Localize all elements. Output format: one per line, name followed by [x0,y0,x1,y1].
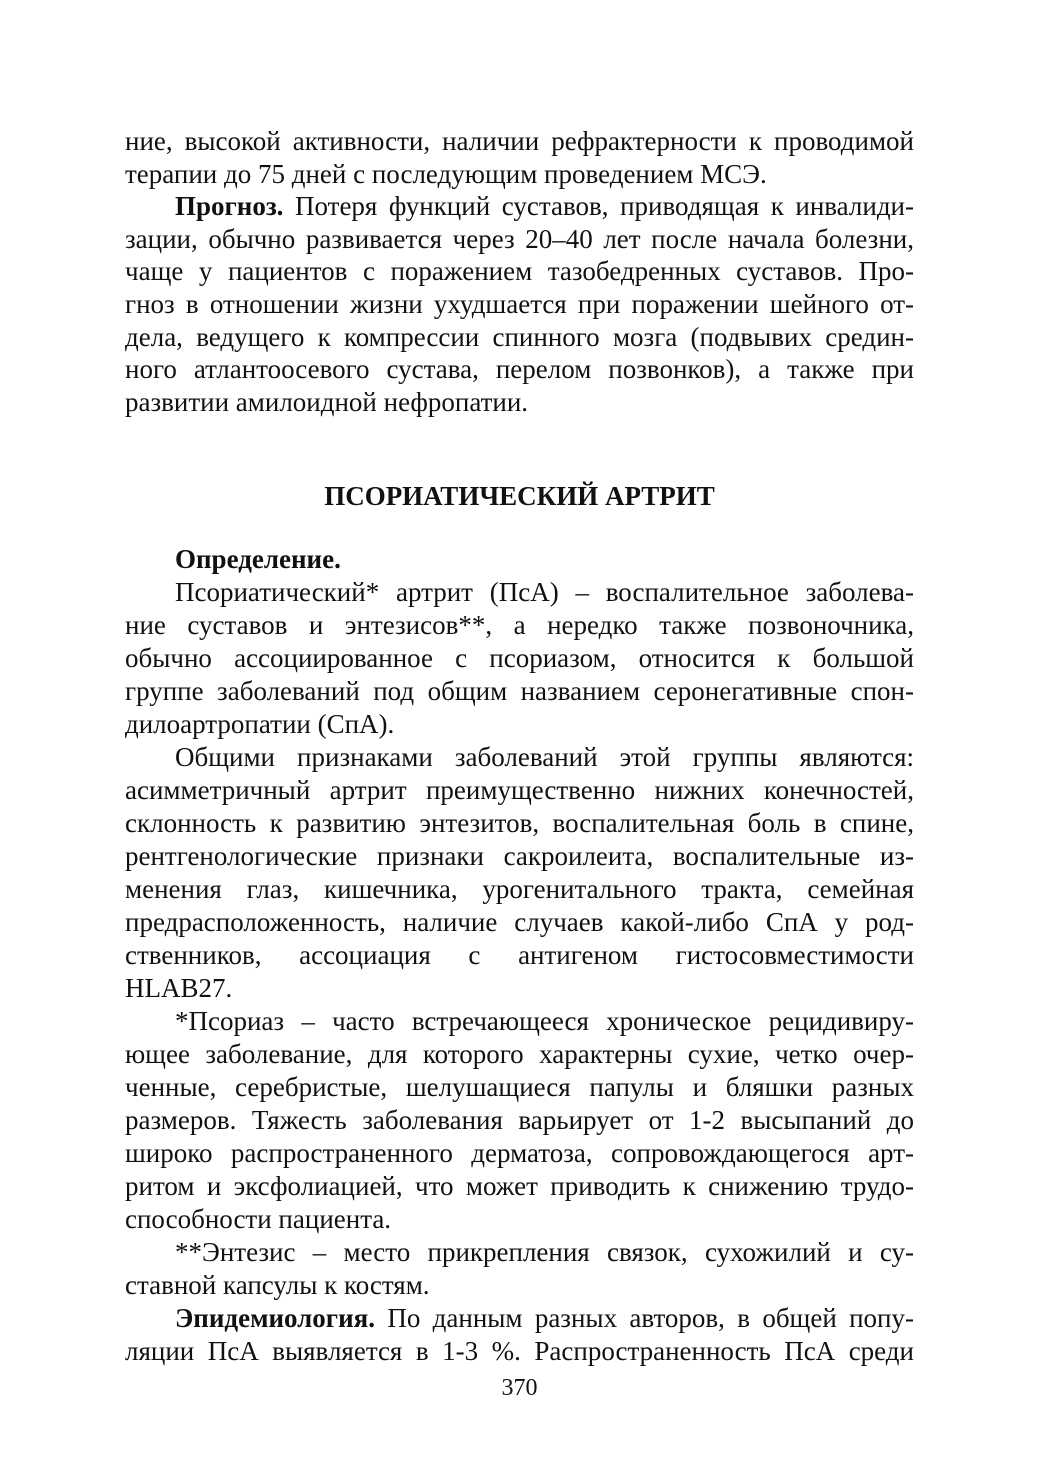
text-line: чаще у пациентов с поражением тазобедренных суставов. Про- [125,256,914,287]
footnote-line: размеров. Тяжесть заболевания варьирует от 1-2 высыпаний до [125,1105,914,1135]
text-line: ственников, ассоциация с антигеном гистосовместимости [125,940,914,970]
text-line: зации, обычно развивается через 20–40 лет после начала болезни, [125,223,914,254]
text-line: ние суставов и энтезисов**, а нередко также позвоночника, [125,610,914,640]
epidemiology-line [175,1302,914,1335]
text-line: рентгенологические признаки сакроилеита, воспалительные из- [125,841,914,871]
footnote-line: способности пациента. [125,1204,392,1234]
footnote-line: широко распространенного дерматоза, сопровождающегося арт- [125,1138,914,1168]
footnote-line: ритом и эксфолиацией, что может приводить к снижению трудо- [125,1171,914,1201]
text-line: предрасположенность, наличие случаев какой-либо СпА у род- [125,907,914,937]
text-line: ляции ПсА выявляется в 1-3 %. Распространенность ПсА среди [125,1336,914,1366]
text-line: гноз в отношении жизни ухудшается при поражении шейного от- [125,289,914,319]
definition-label: Определение. [175,544,341,574]
text-line: Псориатический* артрит (ПсА) – воспалительное заболева- [175,577,914,607]
text-line: ного атлантоосевого сустава, перелом позвонков), а также при [125,354,914,385]
text-line: Общими признаками заболеваний этой группы являются: [175,742,914,772]
section-title: ПСОРИАТИЧЕСКИЙ АРТРИТ [324,481,715,511]
footnote-line: ченные, серебристые, шелушащиеся папулы и бляшки разных [125,1072,914,1102]
text-line: группе заболеваний под общим названием серонегативные спон- [125,676,914,706]
text-line: менения глаз, кишечника, урогенитального тракта, семейная [125,874,914,904]
prognosis-label: Прогноз. [175,191,284,222]
footnote-line: ставной капсулы к костям. [125,1270,430,1300]
text-line: терапии до 75 дней с последующим проведением МСЭ. [125,158,767,189]
text-span: По данным разных авторов, в общей попу- [374,1303,914,1333]
text-line: склонность к развитию энтезитов, воспалительная боль в спине, [125,808,914,838]
text-line: дилоартропатии (СпА). [125,709,395,739]
text-line: асимметричный артрит преимущественно нижних конечностей, [125,775,914,805]
footnote-line: ющее заболевание, для которого характерны сухие, четко очер- [125,1039,914,1069]
text-line: ние, высокой активности, наличии рефрактерности к проводимой [125,126,914,156]
text-line: дела, ведущего к компрессии спинного мозга (подвывих средин- [125,321,914,352]
page-number: 370 [501,1375,538,1401]
text-line: обычно ассоциированное с псориазом, относится к большой [125,643,914,673]
prognosis-line [175,190,914,223]
footnote-line: *Псориаз – часто встречающееся хроническое рецидивиру- [175,1006,914,1036]
text-line: развитии амилоидной нефропатии. [125,386,529,417]
text-span: Потеря функций суставов, приводящая к инвалиди- [283,191,914,222]
footnote-line: **Энтезис – место прикрепления связок, сухожилий и су- [175,1237,914,1267]
text-line: HLAB27. [125,973,233,1003]
epidemiology-label: Эпидемиология. [175,1303,375,1333]
